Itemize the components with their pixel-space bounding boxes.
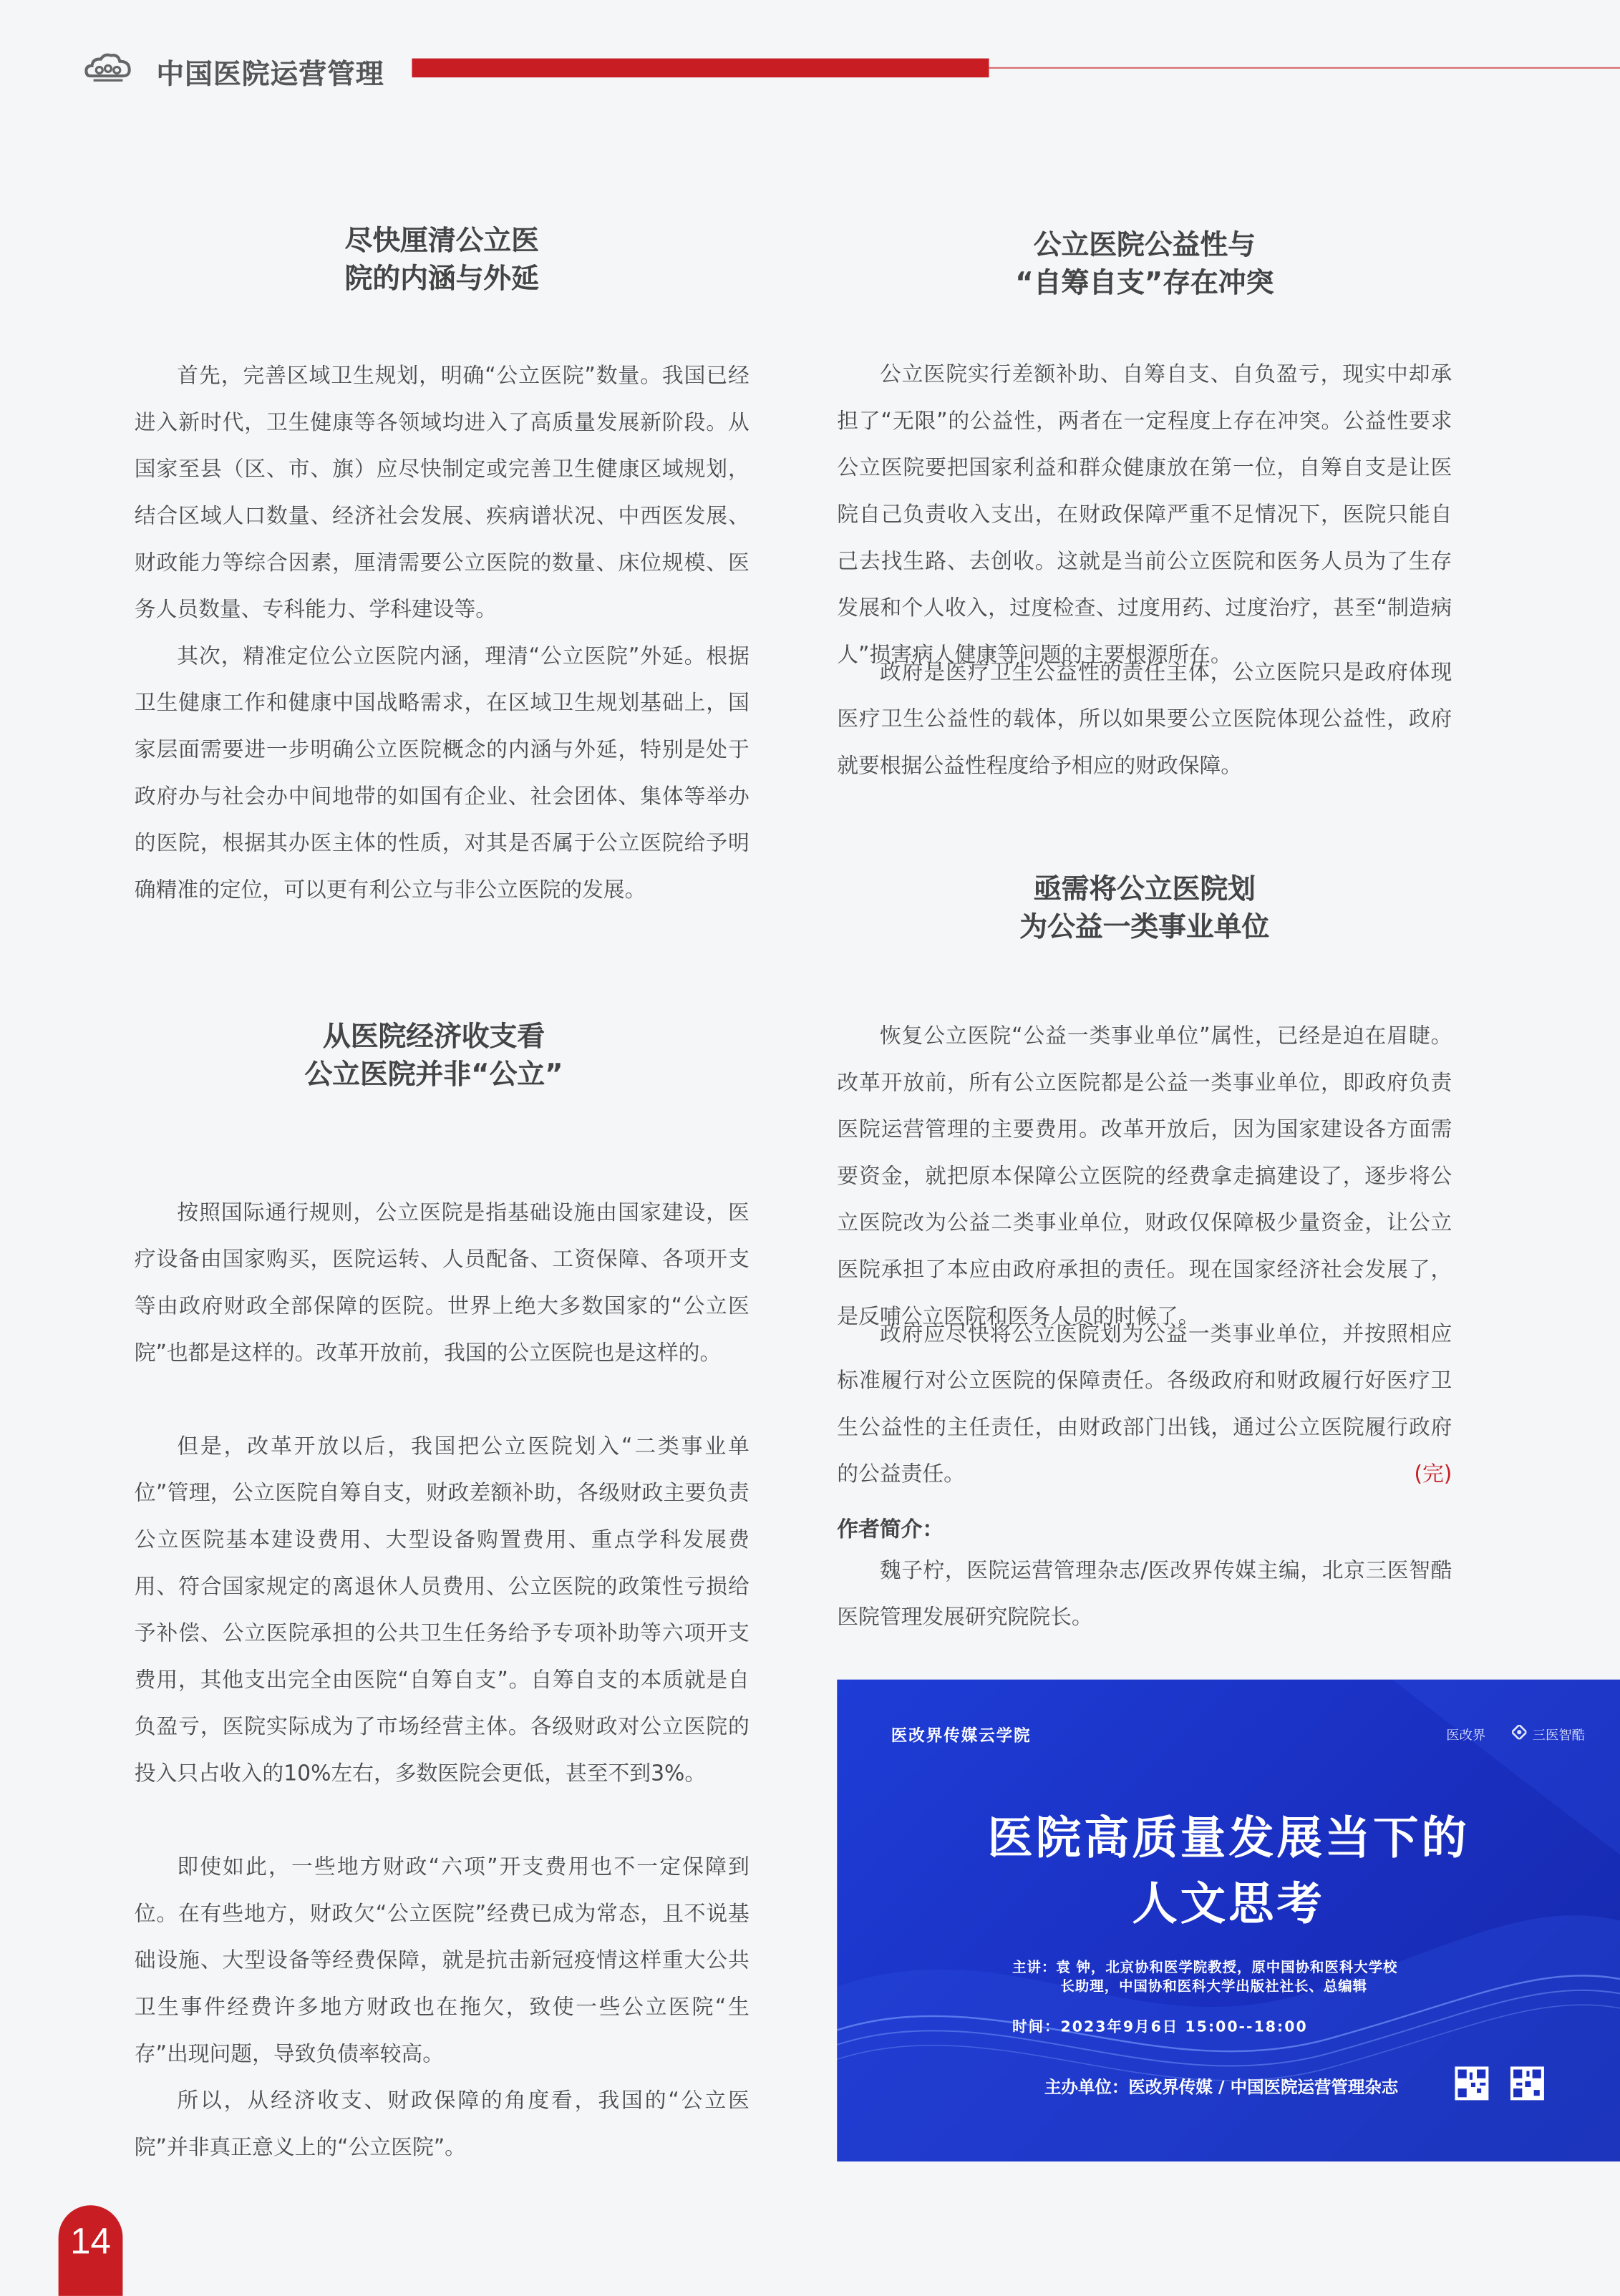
section-heading-4 [837,870,1452,946]
banner-title: 医院高质量发展当下的 [987,1812,1470,1865]
banner-org: 医改界传媒云学院 [891,1726,1032,1746]
heading-line: 尽快厘清公立医 [344,225,539,258]
paragraph: 即使如此，一些地方财政“六项”开支费用也不一定保障到位。在有些地方，财政欠“公立医院”经费已成为常态，且不说基础设施、大型设备等经费保障，就是抗击新冠疫情这样重大公共卫生事件经费许多地方财政也在拖欠，致使一些公立医院“生存”出现问题，导致负债率较高。 [134,1854,750,2067]
heading-line: 亟需将公立医院划 [1033,873,1256,906]
paragraph [837,1311,1452,1498]
paragraph: 按照国际通行规则，公立医院是指基础设施由国家建设，医疗设备由国家购买，医院运转、人员配备、工资保障、各项开支等由政府财政全部保障的医院。世界上绝大多数国家的“公立医院”也都是这样的。改革开放前，我国的公立医院也是这样的。 [134,1200,750,1366]
banner-host: 主办单位：医改界传媒 / 中国医院运营管理杂志 [1044,2076,1399,2098]
header-red-bar [412,59,989,78]
paragraph-text: 政府应尽快将公立医院划为公益一类事业单位，并按照相应标准履行对公立医院的保障责任。各级政府和财政履行好医疗卫生公益性的主任责任，由财政部门出钱，通过公立医院履行政府的公益责任。 [837,1321,1452,1487]
sanyi-logo-icon [1512,1725,1526,1739]
banner-speaker: 主讲：袁 钟，北京协和医学院教授，原中国协和医科大学校 [1012,1960,1398,1976]
author-bio: 魏子柠，医院运营管理杂志/医改界传媒主编，北京三医智酷医院管理发展研究院院长。 [837,1558,1452,1630]
author-label: 作者简介： [837,1517,944,1542]
heading-line: “自筹自支”存在冲突 [1015,267,1274,300]
page-number: 14 [70,2221,111,2262]
section-heading-3 [837,226,1452,302]
heading-line: 为公益一类事业单位 [1019,911,1270,944]
paragraph: 公立医院实行差额补助、自筹自支、自负盈亏，现实中却承担了“无限”的公益性，两者在一定程度上存在冲突。公益性要求公立医院要把国家利益和群众健康放在第一位，自筹自支是让医院自己负责收入支出，在财政保障严重不足情况下，医院只能自己去找生路、去创收。这就是当前公立医院和医务人员为了生存发展和个人收入，过度检查、过度用药、过度治疗，甚至“制造病人”损害病人健康等问题的主要根源所在。 [837,362,1452,668]
heading-line: 院的内涵与外延 [344,263,539,296]
banner-title: 人文思考 [1132,1878,1325,1931]
section-heading-1 [135,222,750,298]
paragraph: 恢复公立医院“公益一类事业单位”属性，已经是迫在眉睫。改革开放前，所有公立医院都是公益一类事业单位，即政府负责医院运营管理的主要费用。改革开放后，因为国家建设各方面需要资金，就把原本保障公立医院的经费拿走搞建设了，逐步将公立医院改为公益二类事业单位，财政仅保障极少量资金，让公立医院承担了本应由政府承担的责任。现在国家经济社会发展了，是反哺公立医院和医务人员的时候了。 [837,1023,1452,1329]
end-mark: (完) [1414,1461,1452,1487]
paragraph: 其次，精准定位公立医院内涵，理清“公立医院”外延。根据卫生健康工作和健康中国战略需求，在区域卫生规划基础上，国家层面需要进一步明确公立医院概念的内涵与外延，特别是处于政府办与社会办中间地带的如国有企业、社会团体、集体等举办的医院，根据其办医主体的性质，对其是否属于公立医院给予明确精准的定位，可以更有利公立与非公立医院的发展。 [134,643,750,903]
paragraph: 所以，从经济收支、财政保障的角度看，我国的“公立医院”并非真正意义上的“公立医院”。 [134,2088,750,2161]
heading-line: 公立医院并非“公立” [304,1059,563,1091]
paragraph: 但是，改革开放以后，我国把公立医院划入“二类事业单位”管理，公立医院自筹自支，财政差额补助，各级财政主要负责公立医院基本建设费用、大型设备购置费用、重点学科发展费用、符合国家规定的离退休人员费用、公立医院的政策性亏损给予补偿、公立医院承担的公共卫生任务给予专项补助等六项开支费用，其他支出完全由医院“自筹自支”。自筹自支的本质就是自负盈亏，医院实际成为了市场经营主体。各级财政对公立医院的投入只占收入的10%左右，多数医院会更低，甚至不到3%。 [134,1434,750,1786]
header-thin-rule [989,67,1620,69]
magazine-title: 中国医院运营管理 [156,58,384,91]
banner-time: 时间：2023年9月6日 15:00--18:00 [1012,2020,1308,2036]
event-banner[interactable] [837,1680,1620,2161]
paragraph: 政府是医疗卫生公益性的责任主体，公立医院只是政府体现医疗卫生公益性的载体，所以如果要公立医院体现公益性，政府就要根据公益性程度给予相应的财政保障。 [837,660,1452,779]
banner-logo-text: 三医智酷 [1532,1729,1586,1744]
section-heading-2 [135,1018,734,1094]
banner-speaker: 长助理，中国协和医科大学出版社社长、总编辑 [1060,1979,1368,1995]
qr-code-icon[interactable] [1510,2066,1544,2100]
qr-code-icon[interactable] [1455,2066,1488,2100]
heading-line: 公立医院公益性与 [1033,229,1256,262]
banner-logo-text: 医改界 [1446,1729,1486,1744]
paragraph: 首先，完善区域卫生规划，明确“公立医院”数量。我国已经进入新时代，卫生健康等各领域均进入了高质量发展新阶段。从国家至县（区、市、旗）应尽快制定或完善卫生健康区域规划，结合区域人口数量、经济社会发展、疾病谱状况、中西医发展、财政能力等综合因素，厘清需要公立医院的数量、床位规模、医务人员数量、专科能力、学科建设等。 [134,364,750,623]
cloud-logo-icon [84,52,131,84]
heading-line: 从医院经济收支看 [322,1021,545,1054]
